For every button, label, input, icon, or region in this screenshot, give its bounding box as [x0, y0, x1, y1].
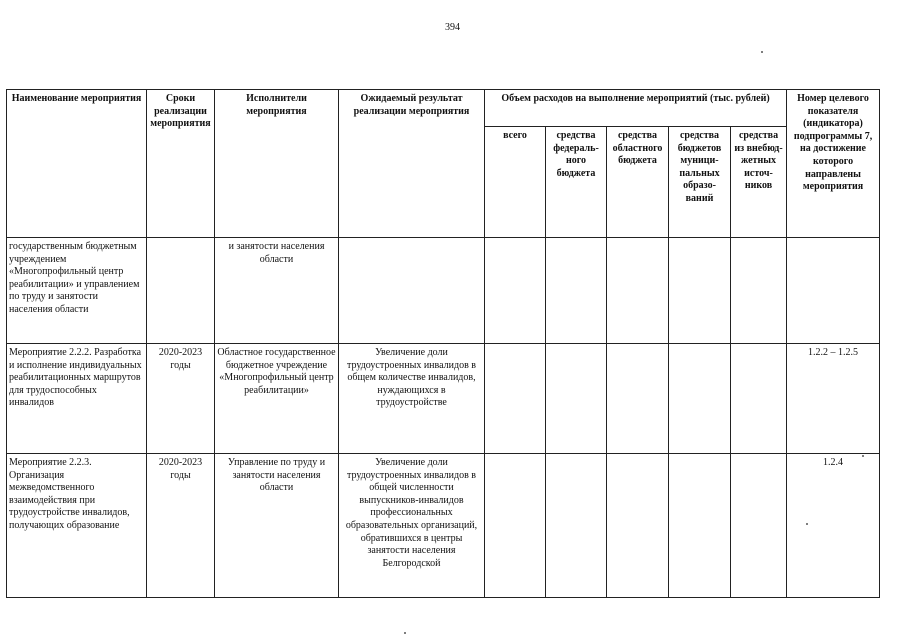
cell-executors: Областное государственное бюджетное учреждение «Многопрофильный центр реабилитации» — [215, 344, 339, 454]
scan-speck — [404, 632, 406, 634]
cell-result: Увеличение доли трудоустроенных инвалидов в общей численности выпускников-инвалидов профессиональных образовательных организаций, обратившихся в центры занятости населения Белгородской — [339, 454, 485, 598]
cell-federal — [546, 238, 607, 344]
header-executors: Исполнители мероприятия — [215, 90, 339, 238]
header-extra: средства из внебюд-жетных источ-ников — [731, 127, 787, 238]
cell-indicator: 1.2.2 – 1.2.5 — [787, 344, 880, 454]
header-municipal: средства бюджетов муници-пальных образо-ваний — [669, 127, 731, 238]
cell-terms: 2020-2023 годы — [147, 454, 215, 598]
table-row — [7, 454, 880, 598]
cell-indicator — [787, 238, 880, 344]
cell-terms: 2020-2023 годы — [147, 344, 215, 454]
table-row — [7, 238, 880, 344]
cell-executors: Управление по труду и занятости населения области — [215, 454, 339, 598]
header-terms: Сроки реализации мероприятия — [147, 90, 215, 238]
cell-federal — [546, 344, 607, 454]
cell-municipal — [669, 454, 731, 598]
cell-executors: и занятости населения области — [215, 238, 339, 344]
scan-speck — [862, 455, 864, 457]
cell-extra — [731, 454, 787, 598]
cell-total — [485, 454, 546, 598]
cell-name: государственным бюджетным учреждением «Многопрофильный центр реабилитации» и управлением по труду и занятости населения области — [7, 238, 147, 344]
header-federal: средства федераль-ного бюджета — [546, 127, 607, 238]
scan-speck — [761, 51, 763, 53]
header-name: Наименование мероприятия — [7, 90, 147, 238]
page-number: 394 — [445, 22, 460, 33]
activities-table — [6, 89, 880, 598]
cell-extra — [731, 344, 787, 454]
table-row — [7, 344, 880, 454]
cell-municipal — [669, 238, 731, 344]
cell-name: Мероприятие 2.2.3. Организация межведомственного взаимодействия при трудоустройстве инвалидов, получающих образование — [7, 454, 147, 598]
header-result: Ожидаемый результат реализации мероприятия — [339, 90, 485, 238]
cell-regional — [607, 454, 669, 598]
cell-total — [485, 238, 546, 344]
cell-result: Увеличение доли трудоустроенных инвалидов в общем количестве инвалидов, нуждающихся в трудоустройстве — [339, 344, 485, 454]
cell-regional — [607, 344, 669, 454]
header-total: всего — [485, 127, 546, 238]
cell-total — [485, 344, 546, 454]
header-volume: Объем расходов на выполнение мероприятий (тыс. рублей) — [485, 90, 787, 127]
cell-federal — [546, 454, 607, 598]
header-indicator: Номер целевого показателя (индикатора) подпрограммы 7, на достижение которого направлены мероприятия — [787, 90, 880, 238]
cell-result — [339, 238, 485, 344]
cell-indicator: 1.2.4 — [787, 454, 880, 598]
header-regional: средства областного бюджета — [607, 127, 669, 238]
cell-extra — [731, 238, 787, 344]
cell-terms — [147, 238, 215, 344]
scan-speck — [806, 523, 808, 525]
cell-municipal — [669, 344, 731, 454]
cell-name: Мероприятие 2.2.2. Разработка и исполнение индивидуальных реабилитационных маршрутов для трудоспособных инвалидов — [7, 344, 147, 454]
cell-regional — [607, 238, 669, 344]
